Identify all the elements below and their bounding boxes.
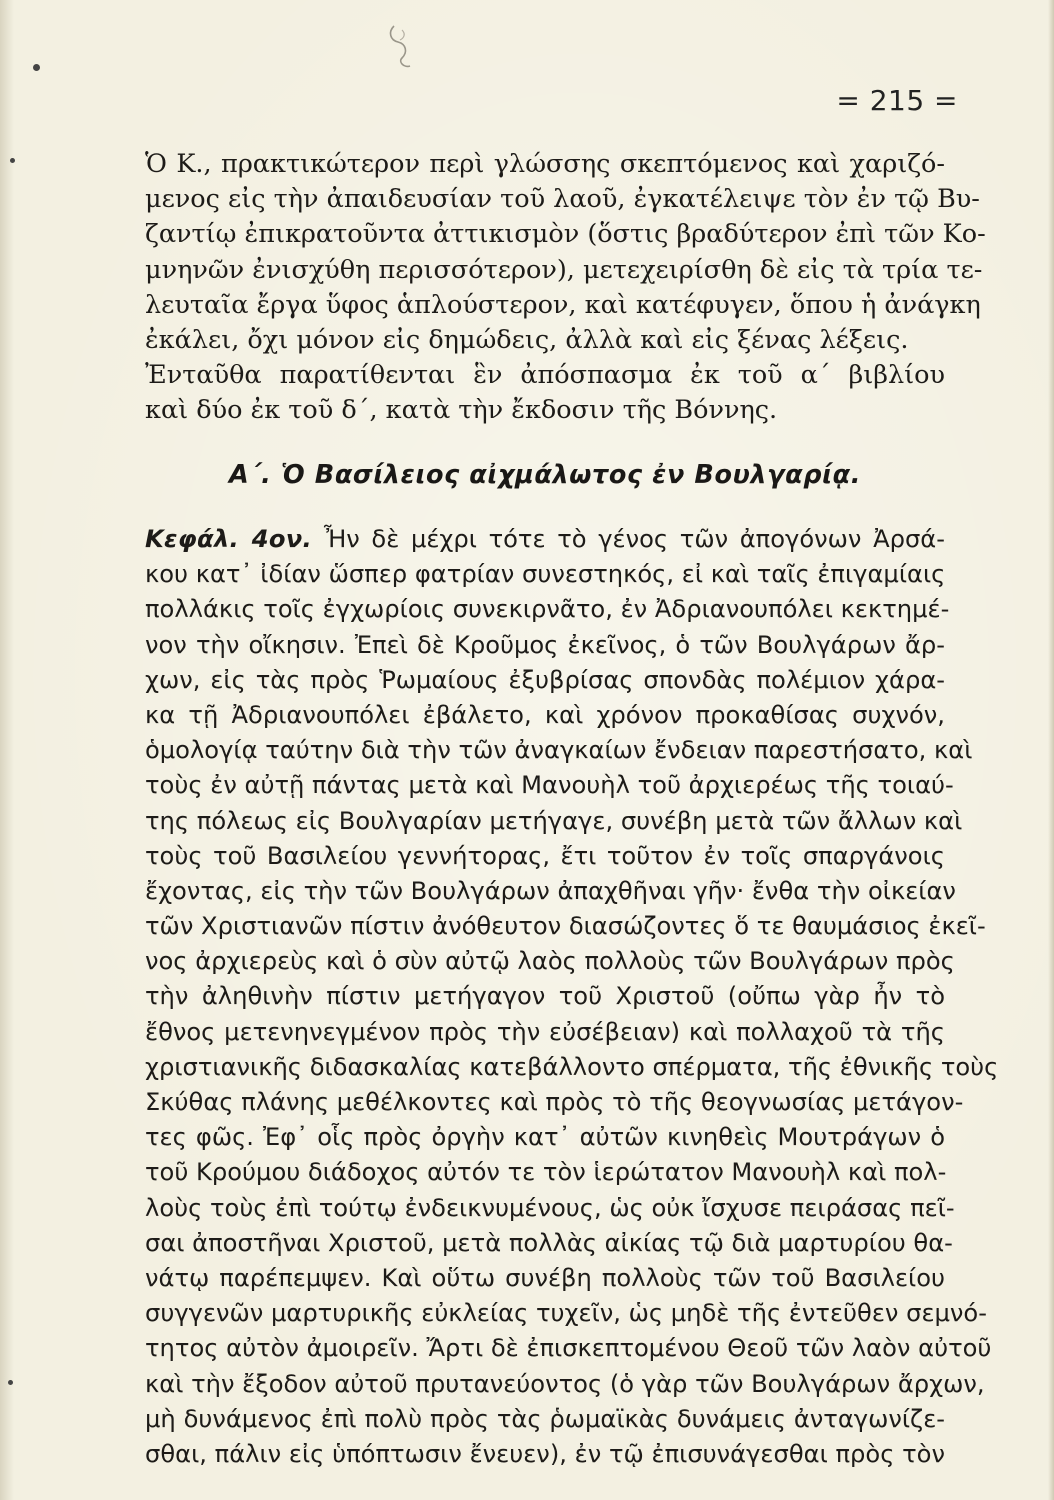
text-line: νον τὴν οἴκησιν. Ἐπεὶ δὲ Κροῦμος ἐκεῖνος, ὁ τῶν Βουλγάρων ἄρ- [145, 630, 945, 659]
text-line: τοὺς ἐν αὐτῇ πάντας μετὰ καὶ Μανουὴλ τοῦ ἀρχιερέως τῆς τοιαύ- [145, 771, 954, 800]
text-line: μενος εἰς τὴν ἀπαιδευσίαν τοῦ λαοῦ, ἐγκατέλειψε τὸν ἐν τῷ Βυ- [145, 184, 980, 215]
ink-scribble-icon [382, 22, 416, 76]
text-line: Ἐνταῦθα παρατίθενται ἓν ἀπόσπασμα ἐκ τοῦ α΄ βιβλίου [145, 360, 945, 391]
text-line: χων, εἰς τὰς πρὸς Ῥωμαίους ἐξυβρίσας σπονδὰς πολέμιον χάρα- [145, 665, 945, 694]
body-lines [145, 557, 999, 1472]
margin-dot-top [33, 64, 40, 71]
text-line: τες φῶς. Ἐφ᾽ οἷς πρὸς ὀργὴν κατ᾽ αὐτῶν κινηθεὶς Μουτράγων ὁ [145, 1123, 945, 1152]
text-line: της πόλεως εἰς Βουλγαρίαν μετήγαγε, συνέβη μετὰ τῶν ἄλλων καὶ [145, 806, 963, 835]
text-line: καὶ τὴν ἔξοδον αὐτοῦ πρυτανεύοντος (ὁ γὰρ τῶν Βουλγάρων ἄρχων, [145, 1369, 985, 1398]
text-line: καὶ δύο ἐκ τοῦ δ΄, κατὰ τὴν ἔκδοσιν τῆς Βόννης. [145, 395, 778, 426]
page-number: = 215 = [836, 84, 958, 117]
margin-dot-lower [8, 1380, 13, 1385]
text-line: λοὺς τοὺς ἐπὶ τούτῳ ἐνδεικνυμένους, ὡς οὐκ ἴσχυσε πειράσας πεῖ- [145, 1193, 955, 1222]
text-line: κου κατ᾽ ἰδίαν ὥσπερ φατρίαν συνεστηκός, εἰ καὶ ταῖς ἐπιγαμίαις [145, 560, 946, 589]
page-right-edge-shadow [1048, 0, 1054, 1500]
text-line: νος ἀρχιερεὺς καὶ ὁ σὺν αὐτῷ λαὸς πολλοὺς τῶν Βουλγάρων πρὸς [145, 947, 955, 976]
text-line: συγγενῶν μαρτυρικῆς εὐκλείας τυχεῖν, ὡς μηδὲ τῆς ἐντεῦθεν σεμνό- [145, 1299, 987, 1328]
text-line: ζαντίῳ ἐπικρατοῦντα ἀττικισμὸν (ὅστις βραδύτερον ἐπὶ τῶν Κο- [145, 219, 986, 250]
chapter-label: Κεφάλ. 4ον. [145, 525, 313, 553]
text-line: χριστιανικῆς διδασκαλίας κατεβάλλοντο σπέρματα, τῆς ἐθνικῆς τοὺς [145, 1052, 999, 1081]
text-line: Ὁ Κ., πρακτικώτερον περὶ γλώσσης σκεπτόμενος καὶ χαριζό- [145, 149, 945, 179]
text-line: νάτῳ παρέπεμψεν. Καὶ οὕτω συνέβη πολλοὺς τῶν τοῦ Βασιλείου [145, 1263, 945, 1292]
chapter-first-line: Ἦν δὲ μέχρι τότε τὸ γένος τῶν ἀπογόνων Ἀρσά- [323, 525, 945, 553]
text-line: ἐκάλει, ὄχι μόνον εἰς δημώδεις, ἀλλὰ καὶ εἰς ξένας λέξεις. [145, 324, 909, 355]
text-line: κα τῇ Ἀδριανουπόλει ἐβάλετο, καὶ χρόνον προκαθίσας συχνόν, [145, 700, 945, 729]
section-heading: Α΄. Ὁ Βασίλειος αἰχμάλωτος ἐν Βουλγαρίᾳ. [228, 460, 862, 490]
text-line: μὴ δυνάμενος ἐπὶ πολὺ πρὸς τὰς ῥωμαϊκὰς δυνάμεις ἀνταγωνίζε- [145, 1404, 945, 1433]
text-line: τὴν ἀληθινὴν πίστιν μετήγαγον τοῦ Χριστοῦ (οὔπω γὰρ ἦν τὸ [145, 982, 945, 1011]
text-line: μνηνῶν ἐνισχύθη περισσότερον), μετεχειρίσθη δὲ εἰς τὰ τρία τε- [145, 254, 983, 285]
text-line: ἔθνος μετενηνεγμένον πρὸς τὴν εὐσέβειαν) καὶ πολλαχοῦ τὰ τῆς [145, 1017, 945, 1046]
text-line: σθαι, πάλιν εἰς ὑπόπτωσιν ἔνευεν), ἐν τῷ ἐπισυνάγεσθαι πρὸς τὸν [145, 1439, 945, 1468]
text-line: σαι ἀποστῆναι Χριστοῦ, μετὰ πολλὰς αἰκίας τῷ διὰ μαρτυρίου θα- [145, 1228, 953, 1257]
text-line: τῶν Χριστιανῶν πίστιν ἀνόθευτον διασώζοντες ὅ τε θαυμάσιος ἐκεῖ- [145, 912, 986, 941]
text-line: πολλάκις τοῖς ἐγχωρίοις συνεκιρνᾶτο, ἐν Ἀδριανουπόλει κεκτημέ- [145, 595, 950, 624]
text-line: τητος αὐτὸν ἀμοιρεῖν. Ἄρτι δὲ ἐπισκεπτομένου Θεοῦ τῶν λαὸν αὐτοῦ [145, 1334, 992, 1363]
text-line: ὁμολογίᾳ ταύτην διὰ τὴν τῶν ἀναγκαίων ἔνδειαν παρεστήσατο, καὶ [145, 736, 973, 765]
page-left-edge-shadow [0, 0, 14, 1500]
text-line: Σκύθας πλάνης μεθέλκοντες καὶ πρὸς τὸ τῆς θεογνωσίας μετάγον- [145, 1088, 964, 1116]
text-line: λευταῖα ἔργα ὕφος ἁπλούστερον, καὶ κατέφυγεν, ὅπου ἡ ἀνάγκη [145, 289, 981, 320]
chapter-body [145, 522, 999, 1472]
intro-paragraph [145, 147, 986, 429]
text-line: ἔχοντας, εἰς τὴν τῶν Βουλγάρων ἀπαχθῆναι γῆν· ἔνθα τὴν οἰκείαν [145, 876, 956, 905]
text-line: τοῦ Κρούμου διάδοχος αὐτόν τε τὸν ἱερώτατον Μανουὴλ καὶ πολ- [145, 1158, 947, 1187]
text-line [145, 522, 945, 557]
text-line: τοὺς τοῦ Βασιλείου γεννήτορας, ἔτι τοῦτον ἐν τοῖς σπαργάνοις [145, 841, 945, 870]
margin-dot-upper [10, 158, 15, 163]
